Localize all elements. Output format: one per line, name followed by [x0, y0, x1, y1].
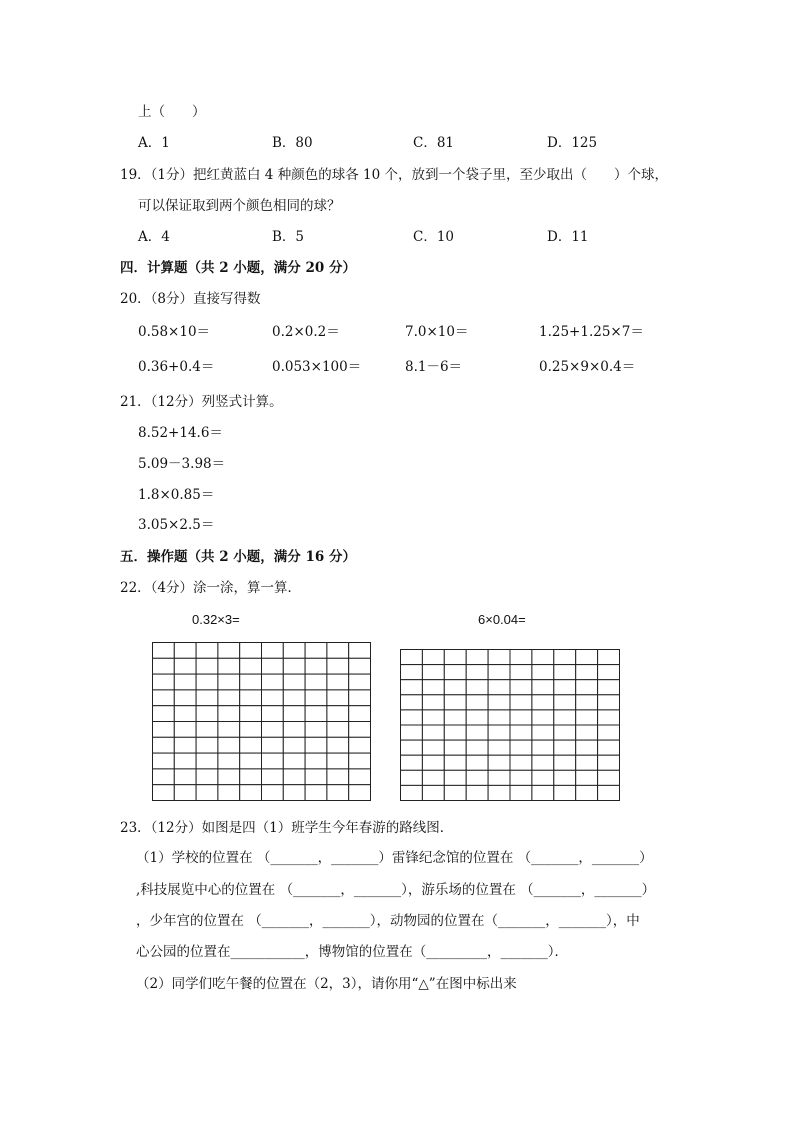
grid-cell[interactable]: [349, 737, 371, 753]
grid-cell[interactable]: [349, 690, 371, 706]
q18-option-c: C．81: [413, 135, 455, 151]
grid-cell[interactable]: [422, 785, 444, 800]
q21-item: 3.05×2.5＝: [138, 517, 215, 533]
section-5-title: 五．操作题（共 2 小题，满分 16 分）: [120, 549, 356, 565]
grid-cell[interactable]: [401, 770, 423, 785]
q22-right-grid[interactable]: [400, 649, 620, 801]
grid-cell[interactable]: [305, 769, 327, 785]
grid-cell[interactable]: [554, 665, 576, 680]
grid-cell[interactable]: [262, 643, 284, 659]
grid-cell[interactable]: [554, 710, 576, 725]
grid-cell[interactable]: [305, 722, 327, 738]
grid-cell[interactable]: [401, 710, 423, 725]
grid-cell[interactable]: [532, 770, 554, 785]
grid-cell[interactable]: [196, 643, 218, 659]
grid-cell[interactable]: [510, 755, 532, 770]
grid-cell[interactable]: [488, 755, 510, 770]
grid-cell[interactable]: [283, 674, 305, 690]
grid-cell[interactable]: [510, 665, 532, 680]
q21-title: 21．（12分）列竖式计算。: [120, 394, 283, 410]
grid-cell[interactable]: [349, 722, 371, 738]
grid-cell[interactable]: [466, 755, 488, 770]
grid-cell[interactable]: [196, 769, 218, 785]
grid-cell[interactable]: [218, 658, 240, 674]
grid-cell[interactable]: [444, 770, 466, 785]
grid-cell[interactable]: [283, 722, 305, 738]
grid-cell[interactable]: [444, 755, 466, 770]
grid-cell[interactable]: [488, 785, 510, 800]
grid-cell[interactable]: [349, 706, 371, 722]
grid-cell[interactable]: [153, 674, 175, 690]
q22-left-grid[interactable]: [152, 642, 371, 801]
grid-cell[interactable]: [174, 643, 196, 659]
grid-cell[interactable]: [401, 665, 423, 680]
grid-cell[interactable]: [305, 690, 327, 706]
grid-cell[interactable]: [283, 769, 305, 785]
grid-cell[interactable]: [422, 680, 444, 695]
q21-item: 1.8×0.85＝: [138, 487, 215, 503]
grid-cell[interactable]: [153, 643, 175, 659]
grid-cell[interactable]: [598, 650, 620, 665]
grid-cell[interactable]: [554, 695, 576, 710]
grid-cell[interactable]: [532, 755, 554, 770]
grid-cell[interactable]: [283, 785, 305, 801]
grid-cell[interactable]: [422, 755, 444, 770]
grid-cell[interactable]: [422, 725, 444, 740]
grid-cell[interactable]: [444, 650, 466, 665]
grid-cell[interactable]: [218, 674, 240, 690]
grid-cell[interactable]: [598, 740, 620, 755]
grid-cell[interactable]: [262, 737, 284, 753]
grid-cell[interactable]: [466, 785, 488, 800]
grid-cell[interactable]: [576, 755, 598, 770]
grid-cell[interactable]: [327, 737, 349, 753]
grid-cell[interactable]: [444, 695, 466, 710]
grid-cell[interactable]: [218, 643, 240, 659]
grid-cell[interactable]: [488, 650, 510, 665]
grid-cell[interactable]: [401, 755, 423, 770]
grid-cell[interactable]: [218, 690, 240, 706]
grid-cell[interactable]: [196, 753, 218, 769]
grid-cell[interactable]: [576, 785, 598, 800]
grid-cell[interactable]: [444, 740, 466, 755]
grid-cell[interactable]: [305, 658, 327, 674]
grid-cell[interactable]: [305, 737, 327, 753]
grid-cell[interactable]: [153, 753, 175, 769]
grid-cell[interactable]: [532, 725, 554, 740]
grid-cell[interactable]: [444, 725, 466, 740]
grid-cell[interactable]: [240, 785, 262, 801]
grid-cell[interactable]: [153, 722, 175, 738]
grid-cell[interactable]: [196, 690, 218, 706]
grid-cell[interactable]: [554, 785, 576, 800]
grid-cell[interactable]: [305, 674, 327, 690]
grid-cell[interactable]: [196, 706, 218, 722]
grid-cell[interactable]: [576, 665, 598, 680]
grid-cell[interactable]: [327, 785, 349, 801]
grid-cell[interactable]: [401, 680, 423, 695]
q20-item: 7.0×10＝: [405, 324, 469, 340]
grid-cell[interactable]: [262, 769, 284, 785]
grid-cell[interactable]: [598, 755, 620, 770]
grid-cell[interactable]: [196, 737, 218, 753]
grid-cell[interactable]: [240, 769, 262, 785]
grid-cell[interactable]: [283, 690, 305, 706]
grid-cell[interactable]: [262, 785, 284, 801]
grid-cell[interactable]: [422, 710, 444, 725]
grid-cell[interactable]: [554, 770, 576, 785]
grid-cell[interactable]: [532, 665, 554, 680]
grid-cell[interactable]: [576, 740, 598, 755]
q20-item: 0.2×0.2＝: [272, 324, 340, 340]
grid-cell[interactable]: [598, 770, 620, 785]
grid-cell[interactable]: [262, 690, 284, 706]
grid-cell[interactable]: [532, 680, 554, 695]
grid-cell[interactable]: [218, 706, 240, 722]
grid-cell[interactable]: [466, 770, 488, 785]
grid-cell[interactable]: [488, 725, 510, 740]
q20-item: 0.58×10＝: [138, 324, 211, 340]
grid-cell[interactable]: [283, 706, 305, 722]
grid-cell[interactable]: [262, 706, 284, 722]
grid-cell[interactable]: [240, 722, 262, 738]
grid-cell[interactable]: [196, 785, 218, 801]
grid-cell[interactable]: [444, 680, 466, 695]
grid-cell[interactable]: [488, 770, 510, 785]
grid-cell[interactable]: [422, 770, 444, 785]
grid-cell[interactable]: [327, 690, 349, 706]
grid-cell[interactable]: [174, 674, 196, 690]
grid-cell[interactable]: [444, 710, 466, 725]
grid-cell[interactable]: [598, 785, 620, 800]
grid-cell[interactable]: [218, 737, 240, 753]
grid-cell[interactable]: [466, 710, 488, 725]
grid-cell[interactable]: [262, 722, 284, 738]
grid-cell[interactable]: [598, 725, 620, 740]
grid-cell[interactable]: [598, 710, 620, 725]
grid-cell[interactable]: [576, 680, 598, 695]
grid-cell[interactable]: [401, 740, 423, 755]
q19-option-d: D．11: [547, 229, 589, 245]
grid-cell[interactable]: [240, 753, 262, 769]
q23-part1-line2: ,科技展览中心的位置在 （_______，_______），游乐场的位置在 （_______，_______）: [136, 882, 656, 898]
grid-cell[interactable]: [488, 665, 510, 680]
grid-cell[interactable]: [218, 769, 240, 785]
grid-cell[interactable]: [174, 658, 196, 674]
q20-item: 0.25×9×0.4＝: [539, 359, 636, 375]
grid-cell[interactable]: [240, 643, 262, 659]
grid-cell[interactable]: [466, 725, 488, 740]
grid-cell[interactable]: [576, 695, 598, 710]
grid-cell[interactable]: [153, 658, 175, 674]
grid-cell[interactable]: [510, 680, 532, 695]
grid-cell[interactable]: [327, 674, 349, 690]
q23-title: 23．（12分）如图是四（1）班学生今年春游的路线图．: [120, 820, 454, 836]
grid-cell[interactable]: [218, 722, 240, 738]
grid-cell[interactable]: [349, 658, 371, 674]
grid-cell[interactable]: [598, 665, 620, 680]
section-4-title: 四．计算题（共 2 小题，满分 20 分）: [120, 260, 356, 276]
q21-item: 8.52+14.6＝: [138, 425, 223, 441]
q18-option-b: B．80: [272, 135, 313, 151]
grid-cell[interactable]: [196, 674, 218, 690]
grid-cell[interactable]: [153, 706, 175, 722]
grid-cell[interactable]: [218, 753, 240, 769]
grid-cell[interactable]: [422, 695, 444, 710]
grid-cell[interactable]: [488, 680, 510, 695]
q23-part1-line4: 心公园的位置在___________，博物馆的位置在（_________，_______）．: [136, 944, 568, 960]
grid-cell[interactable]: [532, 785, 554, 800]
grid-cell[interactable]: [510, 650, 532, 665]
grid-cell[interactable]: [466, 650, 488, 665]
q20-title: 20．（8分）直接写得数: [120, 291, 261, 307]
grid-cell[interactable]: [153, 690, 175, 706]
grid-cell[interactable]: [196, 658, 218, 674]
q23-part1-line1: （1）学校的位置在 （_______，_______）雷锋纪念馆的位置在 （_______，_______）: [136, 850, 653, 866]
grid-cell[interactable]: [240, 706, 262, 722]
q20-item: 8.1－6＝: [405, 359, 463, 375]
q19-line1: 19．（1分）把红黄蓝白 4 种颜色的球各 10 个，放到一个袋子里，至少取出（ ）个球，: [120, 167, 668, 183]
q18-option-d: D．125: [547, 135, 598, 151]
grid-cell[interactable]: [283, 753, 305, 769]
grid-cell[interactable]: [153, 785, 175, 801]
grid-cell[interactable]: [327, 722, 349, 738]
q19-option-c: C．10: [413, 229, 455, 245]
q19-option-a: A．4: [138, 229, 170, 245]
q22-title: 22．（4分）涂一涂，算一算．: [120, 580, 302, 596]
grid-cell[interactable]: [349, 769, 371, 785]
grid-cell[interactable]: [576, 725, 598, 740]
grid-cell[interactable]: [240, 674, 262, 690]
grid-cell[interactable]: [305, 643, 327, 659]
grid-cell[interactable]: [349, 785, 371, 801]
q23-part1-line3: ，少年宫的位置在 （_______，_______），动物园的位置在（_______，_______），中: [136, 913, 640, 929]
grid-cell[interactable]: [510, 725, 532, 740]
grid-cell[interactable]: [598, 680, 620, 695]
grid-cell[interactable]: [240, 658, 262, 674]
grid-cell[interactable]: [422, 740, 444, 755]
grid-cell[interactable]: [466, 680, 488, 695]
grid-cell[interactable]: [510, 770, 532, 785]
grid-cell[interactable]: [488, 710, 510, 725]
q18-tail: 上（ ）: [138, 104, 206, 120]
grid-cell[interactable]: [532, 650, 554, 665]
grid-cell[interactable]: [532, 695, 554, 710]
grid-cell[interactable]: [510, 695, 532, 710]
grid-cell[interactable]: [576, 710, 598, 725]
grid-cell[interactable]: [532, 710, 554, 725]
grid-cell[interactable]: [262, 674, 284, 690]
q20-item: 1.25+1.25×7＝: [539, 324, 644, 340]
grid-cell[interactable]: [327, 643, 349, 659]
grid-cell[interactable]: [510, 785, 532, 800]
grid-cell[interactable]: [240, 737, 262, 753]
grid-cell[interactable]: [174, 737, 196, 753]
grid-cell[interactable]: [262, 753, 284, 769]
grid-cell[interactable]: [174, 785, 196, 801]
grid-cell[interactable]: [153, 737, 175, 753]
grid-cell[interactable]: [554, 680, 576, 695]
grid-cell[interactable]: [174, 722, 196, 738]
q22-left-label: 0.32×3=: [192, 612, 240, 627]
grid-cell[interactable]: [327, 658, 349, 674]
grid-cell[interactable]: [510, 740, 532, 755]
q22-right-label: 6×0.04=: [478, 612, 526, 627]
grid-cell[interactable]: [327, 753, 349, 769]
grid-cell[interactable]: [196, 722, 218, 738]
grid-cell[interactable]: [488, 695, 510, 710]
grid-cell[interactable]: [401, 785, 423, 800]
q21-item: 5.09－3.98＝: [138, 456, 226, 472]
grid-cell[interactable]: [422, 665, 444, 680]
grid-cell[interactable]: [510, 710, 532, 725]
grid-cell[interactable]: [349, 674, 371, 690]
grid-cell[interactable]: [153, 769, 175, 785]
grid-cell[interactable]: [262, 658, 284, 674]
grid-cell[interactable]: [532, 740, 554, 755]
grid-cell[interactable]: [554, 650, 576, 665]
grid-cell[interactable]: [174, 706, 196, 722]
grid-cell[interactable]: [349, 643, 371, 659]
grid-cell[interactable]: [401, 695, 423, 710]
grid-cell[interactable]: [466, 695, 488, 710]
grid-cell[interactable]: [327, 706, 349, 722]
grid-cell[interactable]: [240, 690, 262, 706]
grid-cell[interactable]: [174, 753, 196, 769]
grid-cell[interactable]: [283, 658, 305, 674]
q23-part2: （2）同学们吃午餐的位置在（2，3），请你用“△”在图中标出来: [136, 976, 517, 992]
grid-cell[interactable]: [174, 690, 196, 706]
grid-cell[interactable]: [349, 753, 371, 769]
grid-cell[interactable]: [283, 643, 305, 659]
grid-cell[interactable]: [466, 665, 488, 680]
grid-cell[interactable]: [401, 725, 423, 740]
grid-cell[interactable]: [327, 769, 349, 785]
grid-cell[interactable]: [422, 650, 444, 665]
grid-cell[interactable]: [305, 706, 327, 722]
q20-item: 0.36+0.4＝: [138, 359, 215, 375]
q19-line2: 可以保证取到两个颜色相同的球？: [138, 198, 341, 214]
q18-option-a: A．1: [138, 135, 170, 151]
grid-cell[interactable]: [598, 695, 620, 710]
q20-item: 0.053×100＝: [272, 359, 362, 375]
grid-cell[interactable]: [554, 725, 576, 740]
grid-cell[interactable]: [444, 665, 466, 680]
grid-cell[interactable]: [576, 770, 598, 785]
grid-cell[interactable]: [488, 740, 510, 755]
grid-cell[interactable]: [466, 740, 488, 755]
grid-cell[interactable]: [174, 769, 196, 785]
grid-cell[interactable]: [283, 737, 305, 753]
grid-cell[interactable]: [401, 650, 423, 665]
grid-cell[interactable]: [305, 753, 327, 769]
grid-cell[interactable]: [305, 785, 327, 801]
grid-cell[interactable]: [554, 740, 576, 755]
q19-option-b: B．5: [272, 229, 305, 245]
grid-cell[interactable]: [444, 785, 466, 800]
grid-cell[interactable]: [554, 755, 576, 770]
grid-cell[interactable]: [218, 785, 240, 801]
grid-cell[interactable]: [576, 650, 598, 665]
